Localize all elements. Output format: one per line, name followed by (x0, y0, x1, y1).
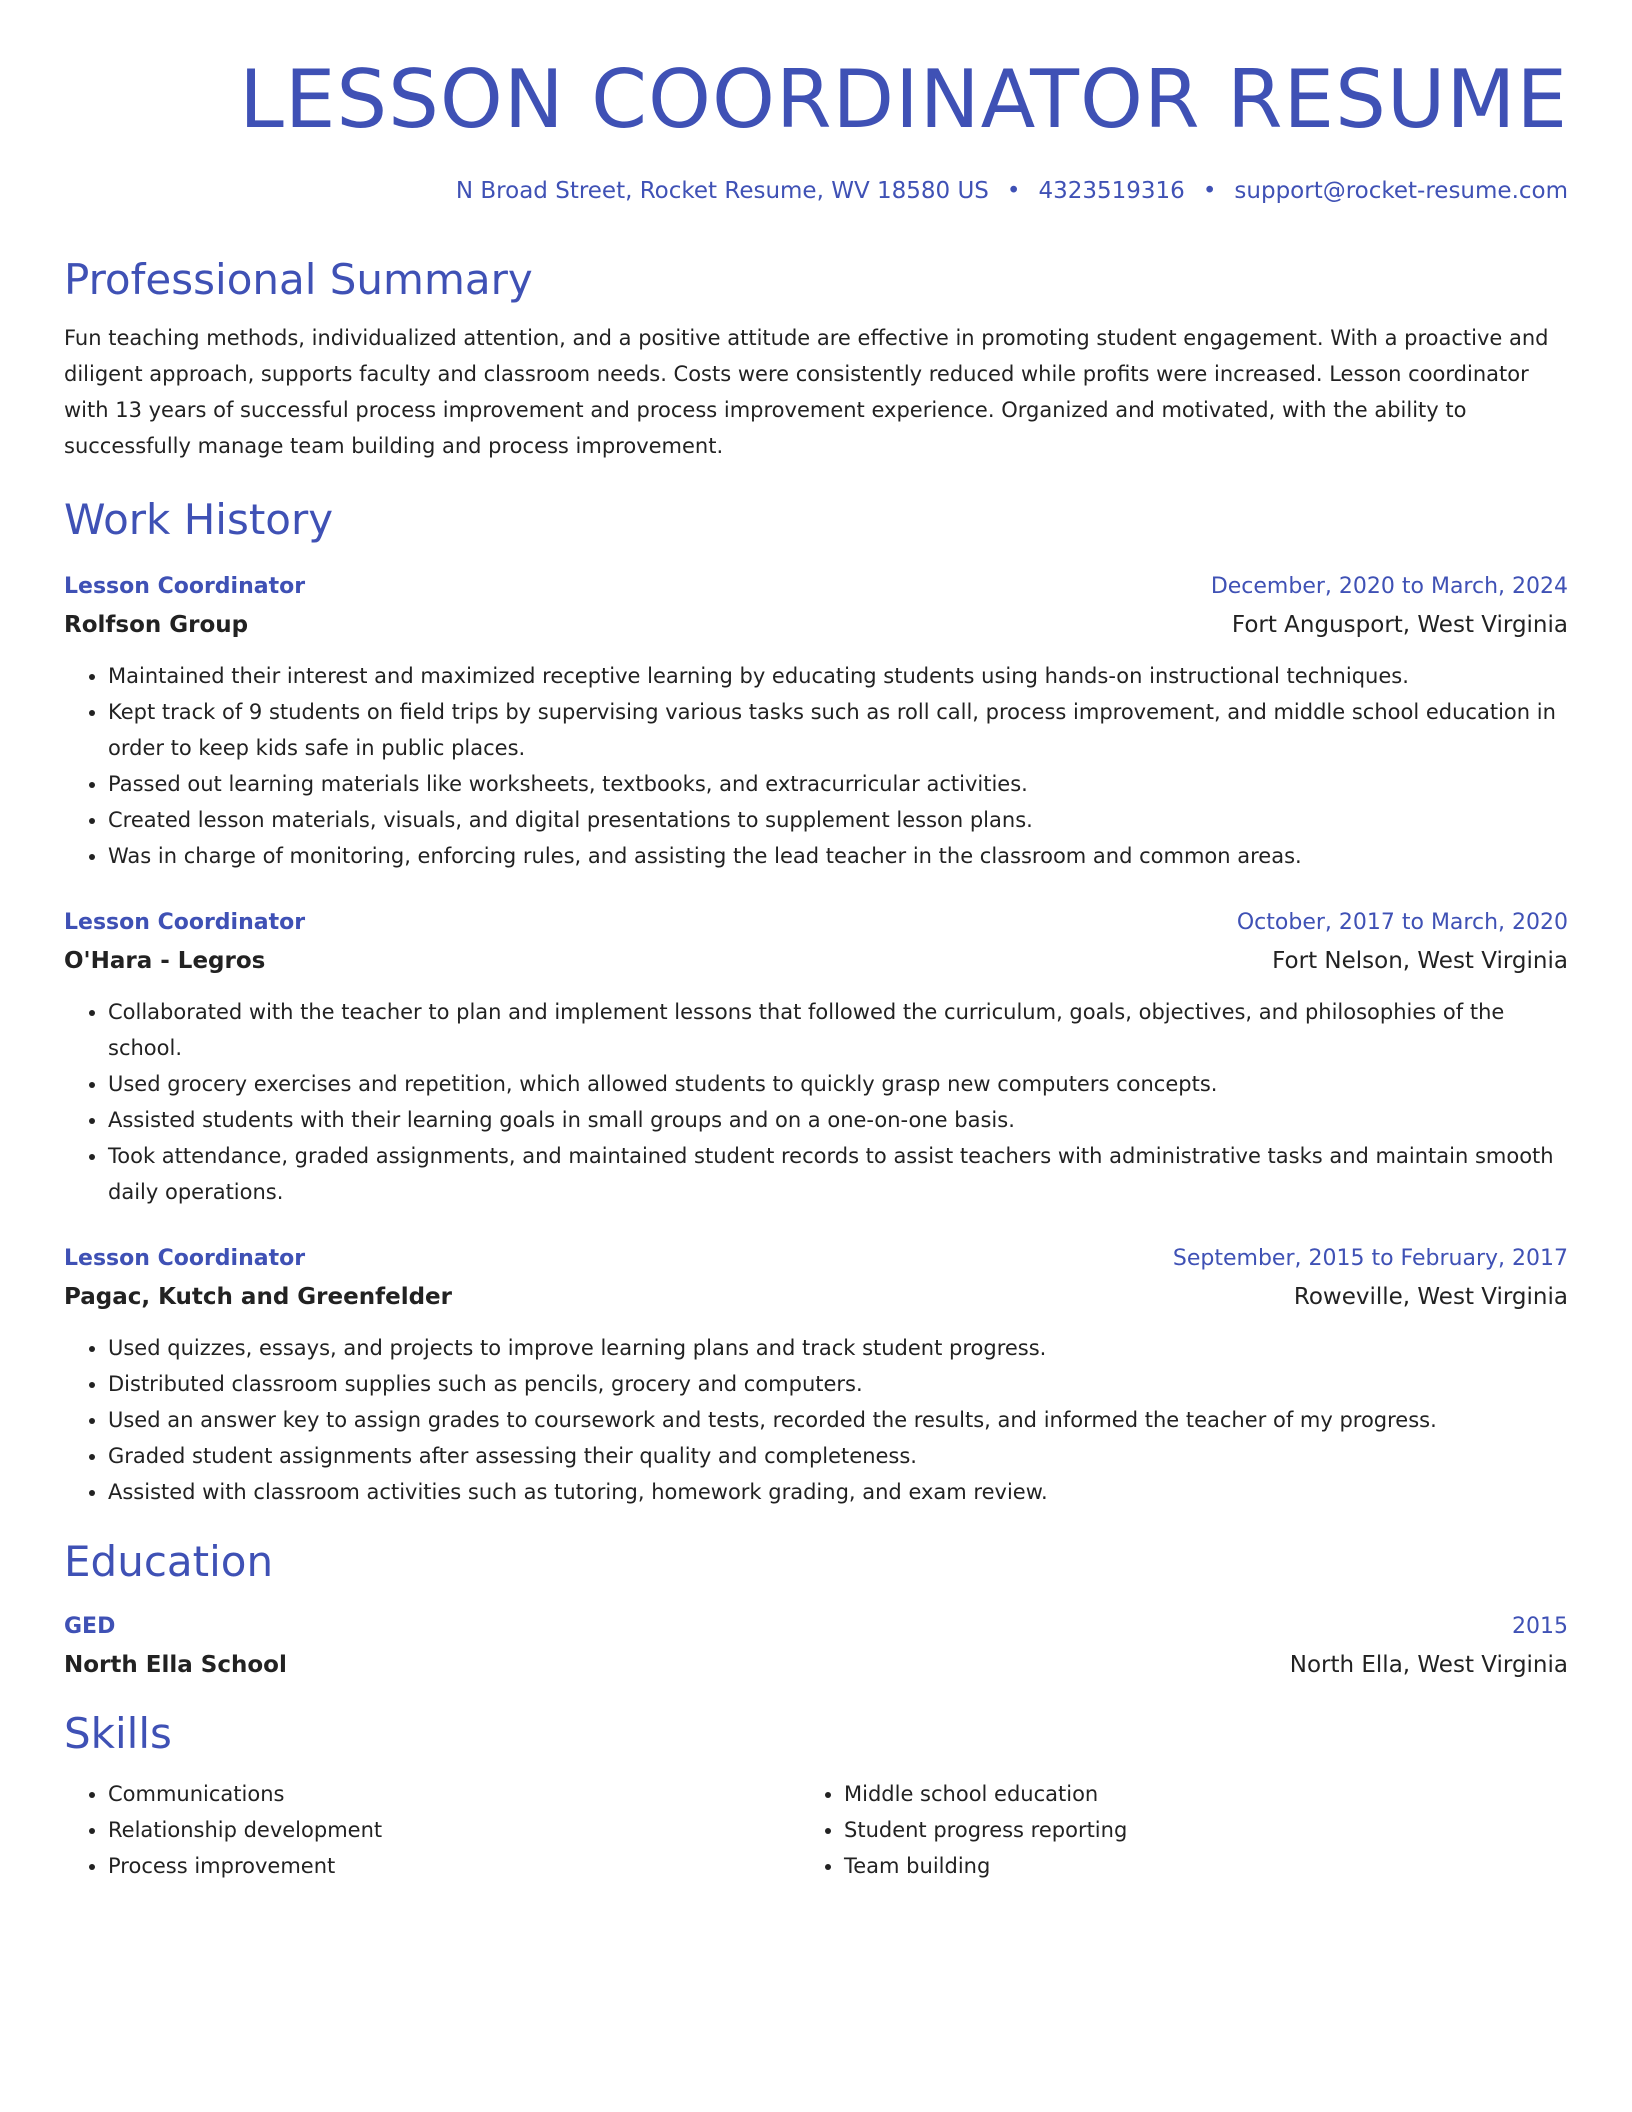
section-title-summary: Professional Summary (64, 255, 533, 304)
job-location: Fort Angusport, West Virginia (1231, 612, 1568, 638)
job-bullets (64, 994, 1568, 1210)
contact-line (64, 176, 1568, 206)
education-entry (64, 1608, 1568, 1684)
job-entry (64, 568, 1568, 874)
skills-column-left (64, 1776, 800, 1884)
contact-address: N Broad Street, Rocket Resume, WV 18580 US (455, 178, 989, 204)
job-bullet: • Kept track of 9 students on field trips by supervising various tasks such as roll call, process improvement, and middle school education in order to keep kids safe in public places. (108, 694, 1568, 766)
job-bullets (64, 658, 1568, 874)
job-bullet: • Distributed classroom supplies such as pencils, grocery and computers. (108, 1366, 1568, 1402)
contact-phone: 4323519316 (1038, 178, 1185, 204)
job-bullet: • Used an answer key to assign grades to coursework and tests, recorded the results, and informed the teacher of my progress. (108, 1402, 1568, 1438)
job-bullet: • Maintained their interest and maximized receptive learning by educating students using hands-on instructional techniques. (108, 658, 1568, 694)
job-title: Lesson Coordinator (64, 910, 306, 935)
contact-email: support@rocket-resume.com (1234, 178, 1568, 204)
skills-bullets (800, 1776, 1536, 1884)
skill-item: • Student progress reporting (844, 1812, 1536, 1848)
contact-separator: • (1202, 178, 1217, 204)
job-dates: September, 2015 to February, 2017 (1172, 1246, 1568, 1271)
job-title: Lesson Coordinator (64, 574, 306, 599)
skill-item: • Communications (108, 1776, 800, 1812)
job-entry (64, 904, 1568, 1210)
job-dates: December, 2020 to March, 2024 (1210, 574, 1568, 599)
job-bullet: • Assisted with classroom activities such as tutoring, homework grading, and exam review. (108, 1474, 1568, 1510)
resume-name: LESSON COORDINATOR RESUME (239, 53, 1568, 146)
job-bullet: • Used grocery exercises and repetition, which allowed students to quickly grasp new computers concepts. (108, 1066, 1568, 1102)
job-dates: October, 2017 to March, 2020 (1236, 910, 1568, 935)
job-bullet: • Graded student assignments after assessing their quality and completeness. (108, 1438, 1568, 1474)
education-location: North Ella, West Virginia (1289, 1652, 1568, 1678)
skills-list (64, 1776, 1568, 1884)
section-title-work-history: Work History (64, 495, 334, 544)
job-company: O'Hara - Legros (64, 948, 266, 974)
job-bullet: • Was in charge of monitoring, enforcing rules, and assisting the lead teacher in the classroom and common areas. (108, 838, 1568, 874)
skills-bullets (64, 1776, 800, 1884)
section-title-skills: Skills (64, 1709, 172, 1758)
skills-column-right (800, 1776, 1536, 1884)
job-entry (64, 1240, 1568, 1510)
skill-item: • Relationship development (108, 1812, 800, 1848)
section-title-education: Education (64, 1537, 274, 1586)
skill-item: • Process improvement (108, 1848, 800, 1884)
education-year: 2015 (1512, 1614, 1568, 1639)
job-company: Rolfson Group (64, 612, 249, 638)
skill-item: • Middle school education (844, 1776, 1536, 1812)
job-company: Pagac, Kutch and Greenfelder (64, 1284, 452, 1310)
job-bullets (64, 1330, 1568, 1510)
job-location: Roweville, West Virginia (1293, 1284, 1568, 1310)
job-bullet: • Passed out learning materials like worksheets, textbooks, and extracurricular activities. (108, 766, 1568, 802)
job-bullet: • Collaborated with the teacher to plan and implement lessons that followed the curriculum, goals, objectives, and philosophies of the school. (108, 994, 1568, 1066)
job-location: Fort Nelson, West Virginia (1272, 948, 1568, 974)
education-degree: GED (64, 1614, 116, 1639)
job-bullet: • Used quizzes, essays, and projects to improve learning plans and track student progress. (108, 1330, 1568, 1366)
skill-item: • Team building (844, 1848, 1536, 1884)
job-title: Lesson Coordinator (64, 1246, 306, 1271)
summary-text: Fun teaching methods, individualized attention, and a positive attitude are effective in promoting student engagement. With a proactive and diligent approach, supports faculty and classroom needs. Costs were consistently reduced while profits were increased. Lesson coordinator with 13 years of successful process improvement and process improvement experience. Organized and motivated, with the ability to successfully manage team building and process improvement. (64, 326, 1549, 458)
job-bullet: • Took attendance, graded assignments, and maintained student records to assist teachers with administrative tasks and maintain smooth daily operations. (108, 1138, 1568, 1210)
education-school: North Ella School (64, 1652, 287, 1678)
job-bullet: • Assisted students with their learning goals in small groups and on a one-on-one basis. (108, 1102, 1568, 1138)
job-bullet: • Created lesson materials, visuals, and digital presentations to supplement lesson plans. (108, 802, 1568, 838)
contact-separator: • (1006, 178, 1021, 204)
